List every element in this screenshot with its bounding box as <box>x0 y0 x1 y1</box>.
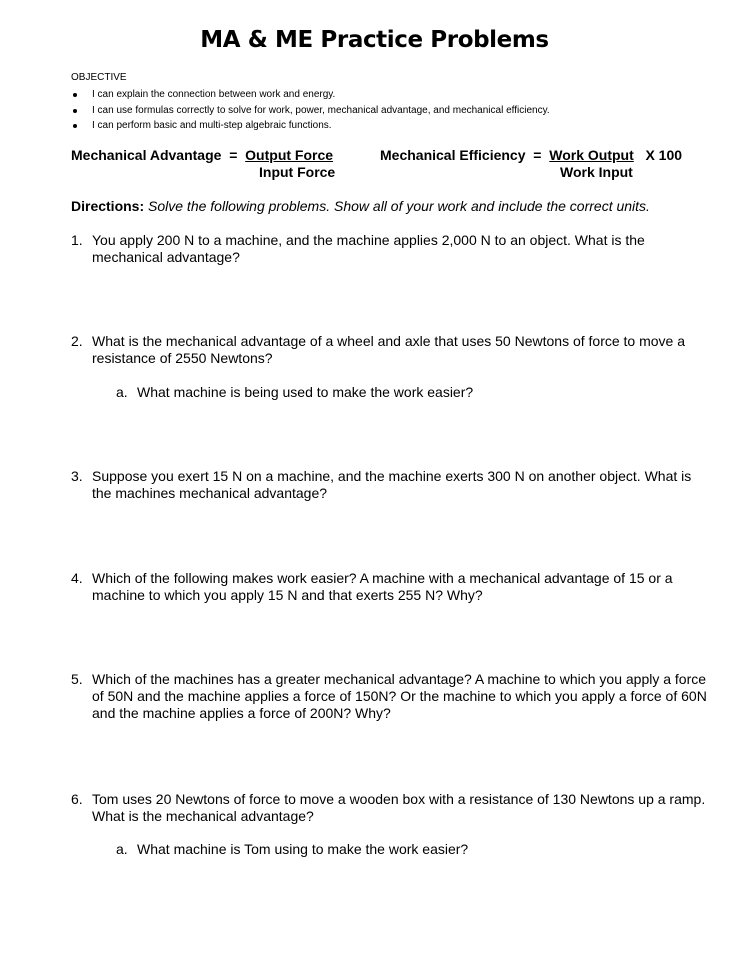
objective-item: I can explain the connection between work and energy. <box>71 87 550 103</box>
question-text: Which of the following makes work easier? A machine with a mechanical advantage of 15 or a machine to which you apply 15 N and that exerts 255 N? Why? <box>92 570 673 603</box>
objective-item: I can perform basic and multi-step algebraic functions. <box>71 118 550 134</box>
question-1 <box>71 232 711 266</box>
me-formula-numerator: Work Output <box>549 147 634 163</box>
subquestion-text: What machine is being used to make the work easier? <box>137 384 474 400</box>
me-formula <box>380 147 682 164</box>
question-3 <box>71 468 711 502</box>
directions <box>71 198 650 214</box>
question-text: Tom uses 20 Newtons of force to move a wooden box with a resistance of 130 Newtons up a ramp. What is the mechanical advantage? <box>92 791 706 824</box>
question-number: 4. <box>71 570 83 586</box>
ma-formula <box>71 147 333 164</box>
question-text: You apply 200 N to a machine, and the machine applies 2,000 N to an object. What is the mechanical advantage? <box>92 232 645 265</box>
question-text: Suppose you exert 15 N on a machine, and the machine exerts 300 N on another object. What is the machines mechanical advantage? <box>92 468 692 501</box>
question-6a <box>116 841 468 857</box>
objective-item: I can use formulas correctly to solve for work, power, mechanical advantage, and mechanical efficiency. <box>71 103 550 119</box>
subquestion-number: a. <box>116 384 128 400</box>
question-4 <box>71 570 711 604</box>
ma-formula-name: Mechanical Advantage <box>71 147 222 163</box>
subquestion-text: What machine is Tom using to make the work easier? <box>137 841 469 857</box>
question-number: 5. <box>71 671 83 687</box>
ma-formula-numerator: Output Force <box>245 147 334 163</box>
question-number: 3. <box>71 468 83 484</box>
question-2a <box>116 384 473 400</box>
question-2 <box>71 333 711 367</box>
me-formula-multiplier: X 100 <box>645 147 683 163</box>
objective-list <box>71 87 550 134</box>
question-number: 6. <box>71 791 83 807</box>
directions-text: Solve the following problems. Show all of your work and include the correct units. <box>148 198 650 214</box>
question-number: 1. <box>71 232 83 248</box>
me-formula-equals: = <box>533 147 542 163</box>
objective-heading: OBJECTIVE <box>71 72 127 83</box>
me-formula-name: Mechanical Efficiency <box>380 147 526 163</box>
ma-formula-equals: = <box>229 147 238 163</box>
page-title: MA & ME Practice Problems <box>200 27 549 53</box>
question-number: 2. <box>71 333 83 349</box>
question-5 <box>71 671 711 722</box>
question-6 <box>71 791 711 825</box>
ma-formula-denominator: Input Force <box>259 164 336 180</box>
subquestion-number: a. <box>116 841 128 857</box>
me-formula-denominator: Work Input <box>560 164 633 180</box>
question-text: What is the mechanical advantage of a wheel and axle that uses 50 Newtons of force to move a resistance of 2550 Newtons? <box>92 333 686 366</box>
question-text: Which of the machines has a greater mechanical advantage? A machine to which you apply a force of 50N and the machine applies a force of 150N? Or the machine to which you apply a force of 60N and the machine applies a force of 200N? Why? <box>92 671 707 721</box>
directions-label: Directions: <box>71 198 145 214</box>
